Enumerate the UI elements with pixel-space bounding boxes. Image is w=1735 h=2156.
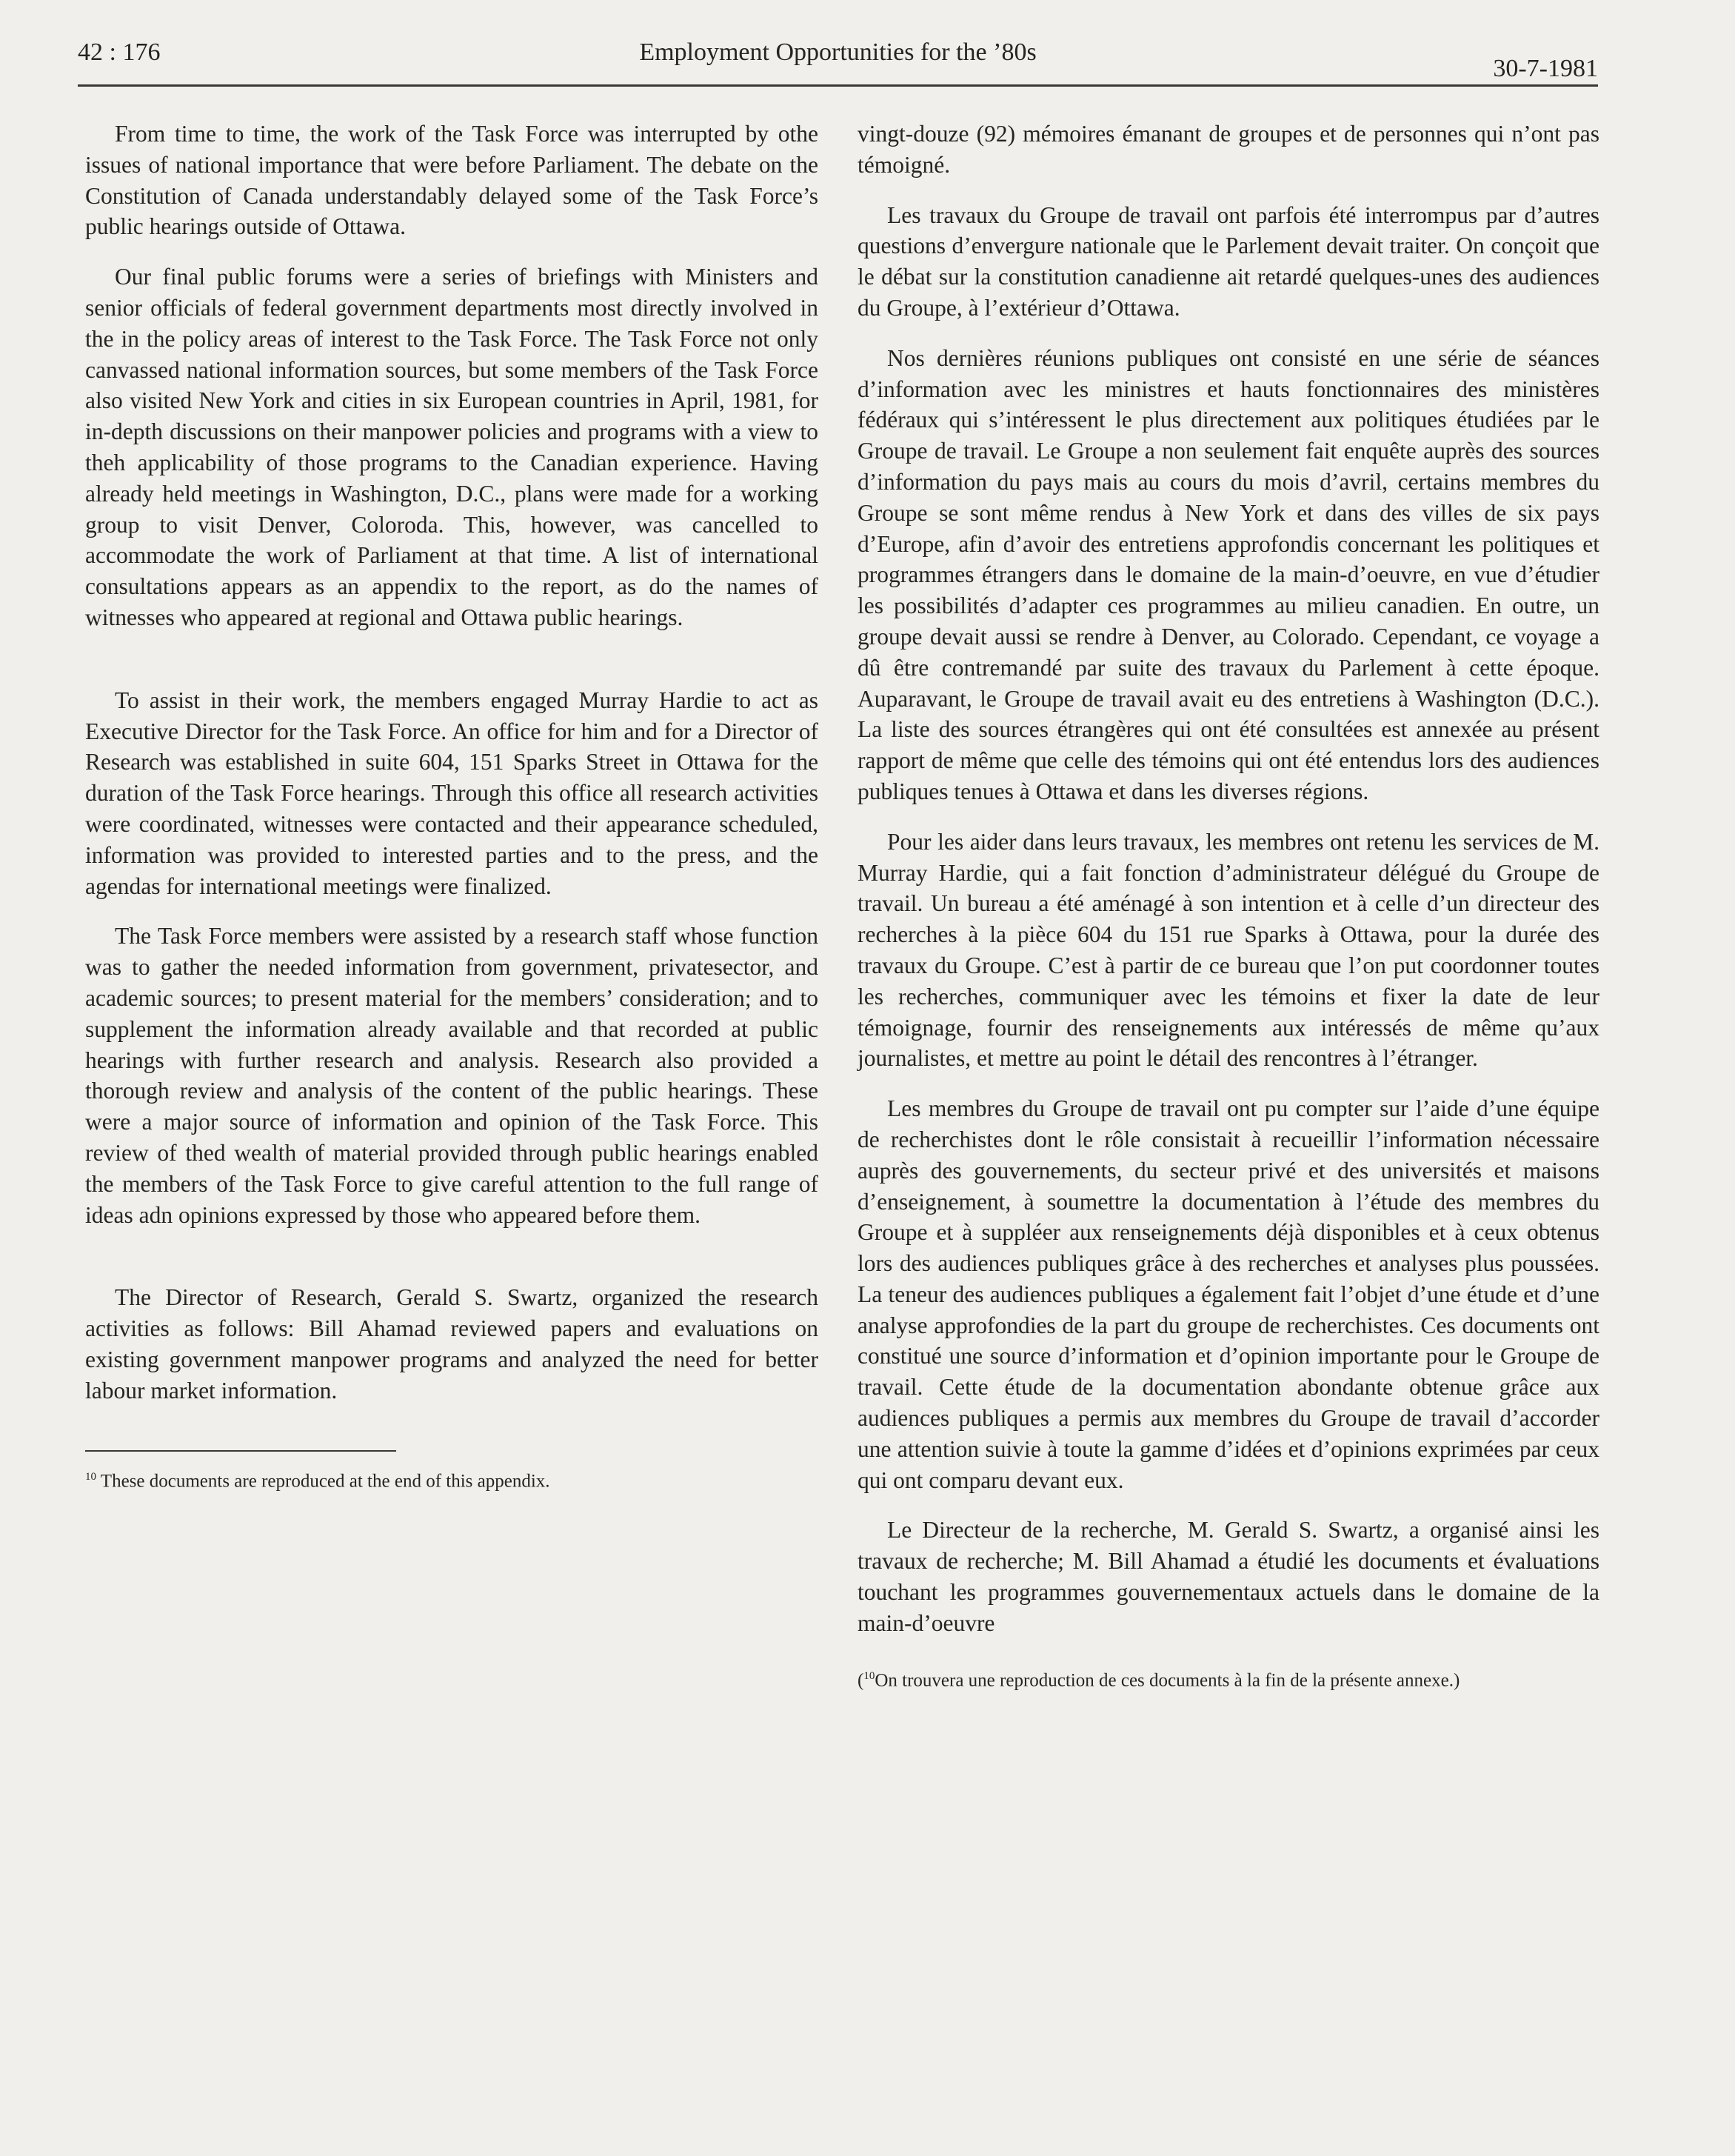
footnote-open: ( xyxy=(858,1669,864,1690)
footnote xyxy=(858,1664,1599,1692)
footnote-marker: 10 xyxy=(85,1471,96,1483)
footnote-marker: 10 xyxy=(863,1669,875,1682)
english-column xyxy=(85,119,818,1513)
page-header xyxy=(78,33,1598,87)
paragraph: The Director of Research, Gerald S. Swartz, organized the research activities as follows: Bill Ahamad reviewed papers and evaluations on existing government manpower programs and analyzed the need for better labour market information. xyxy=(85,1284,818,1404)
header-date: 30-7-1981 xyxy=(1493,55,1598,82)
paragraph: Les membres du Groupe de travail ont pu compter sur l’aide d’une équipe de recherchistes dont le rôle consistait à recueillir l’information nécessaire auprès des gouvernements, du secteur privé et des universités et maisons d’enseignement, à soumettre la documentation à l’étude des membres du Groupe et à suppléer aux renseignements déjà disponibles et à ceux obtenus lors des audiences publiques grâce à des recherches et analyses plus poussées. La teneur des audiences publiques a également fait l’objet d’une étude et d’une analyse approfondies de la part du groupe de recherchistes. Ces documents ont constitué une source d’information et d’opinion importante pour le Groupe de travail. Cette étude de la documentation abondante obtenue grâce aux audiences publiques a permis aux membres du Groupe de travail d’accorder une attention suivie à toute la gamme d’idées et d’opinions exprimées par ceux qui ont comparu devant eux. xyxy=(858,1095,1599,1493)
paragraph: To assist in their work, the members engaged Murray Hardie to act as Executive Director for the Task Force. An office for him and for a Director of Research was established in suite 604, 151 Sparks Street in Ottawa for the duration of the Task Force hearings. Through this office all research activities were coordinated, witnesses were contacted and their appearance scheduled, information was provided to interested parties and to the press, and the agendas for international meetings were finalized. xyxy=(85,687,818,899)
footnote-text: On trouvera une reproduction de ces documents à la fin de la présente annexe.) xyxy=(875,1669,1460,1690)
french-column xyxy=(858,119,1599,1712)
paragraph: From time to time, the work of the Task Force was interrupted by othe issues of national importance that were before Parliament. The debate on the Constitution of Canada understandably delayed some of the Task Force’s public hearings outside of Ottawa. xyxy=(85,121,818,240)
page-number: 42 : 176 xyxy=(78,39,161,66)
paragraph: Pour les aider dans leurs travaux, les membres ont retenu les services de M. Murray Hardie, qui a fait fonction d’administrateur délégué du Groupe de travail. Un bureau a été aménagé à son intention et à celle d’un directeur des recherches à la pièce 604 du 151 rue Sparks à Ottawa, pour la durée des travaux du Groupe. C’est à partir de ce bureau que l’on put coordonner toutes les recherches, communiquer avec les témoins et fixer la date de leur témoignage, fournir des renseignements aux intéressés de même qu’aux journalistes, et mettre au point le détail des rencontres à l’étranger. xyxy=(858,828,1599,1072)
paragraph: vingt-douze (92) mémoires émanant de groupes et de personnes qui n’ont pas témoigné. xyxy=(858,121,1599,178)
footnote-text: These documents are reproduced at the end of this appendix. xyxy=(96,1471,550,1492)
paragraph: Le Directeur de la recherche, M. Gerald S. Swartz, a organisé ainsi les travaux de recherche; M. Bill Ahamad a étudié les documents et évaluations touchant les programmes gouvernementaux actuels dans le domaine de la main-d’oeuvre xyxy=(858,1517,1599,1636)
footnote xyxy=(85,1465,818,1493)
running-title: Employment Opportunities for the ’80s xyxy=(639,39,1037,66)
paragraph: Nos dernières réunions publiques ont consisté en une série de séances d’information avec les ministres et hauts fonctionnaires des ministères fédéraux qui s’intéressent le plus directement aux politiques étudiées par le Groupe de travail. Le Groupe a non seulement fait enquête auprès des sources d’information du pays mais au cours du mois d’avril, certains membres du Groupe se sont même rendus à New York et dans des villes de six pays d’Europe, afin d’avoir des entretiens approfondis concernant les politiques et programmes étrangers dans le domaine de la main-d’oeuvre, en vue d’étudier les possibilités d’adapter ces programmes au milieu canadien. En outre, un groupe devait aussi se rendre à Denver, au Colorado. Cependant, ce voyage a dû être contremandé par suite des travaux du Parlement à cette époque. Auparavant, le Groupe de travail avait eu des entretiens à Washington (D.C.). La liste des sources étrangères qui ont été consultées est annexée au présent rapport de même que celle des témoins qui ont été entendus lors des audiences publiques tenues à Ottawa et dans les diverses régions. xyxy=(858,344,1599,804)
footnote-divider xyxy=(85,1450,396,1452)
paragraph: Les travaux du Groupe de travail ont parfois été interrompus par d’autres questions d’envergure nationale que le Parlement devait traiter. On conçoit que le débat sur la constitution canadienne ait retardé quelques-unes des audiences du Groupe, à l’extérieur d’Ottawa. xyxy=(858,201,1599,321)
paragraph: The Task Force members were assisted by a research staff whose function was to gather the needed information from government, privatesector, and academic sources; to present material for the members’ consideration; and to supplement the information already available and that recorded at public hearings with further research and analysis. Research also provided a thorough review and analysis of the content of the public hearings. These were a major source of information and opinion of the Task Force. This review of thed wealth of material provided through public hearings enabled the members of the Task Force to give careful attention to the full range of ideas adn opinions expressed by those who appeared before them. xyxy=(85,923,818,1228)
paragraph: Our final public forums were a series of briefings with Ministers and senior officials of federal government departments most directly involved in the in the policy areas of interest to the Task Force. The Task Force not only canvassed national information sources, but some members of the Task Force also visited New York and cities in six European countries in April, 1981, for in-depth discussions on their manpower policies and programs with a view to theh applicability of those programs to the Canadian experience. Having already held meetings in Washington, D.C., plans were made for a working group to visit Denver, Coloroda. This, however, was cancelled to accommodate the work of Parliament at that time. A list of international consultations appears as an appendix to the report, as do the names of witnesses who appeared at regional and Ottawa public hearings. xyxy=(85,264,818,630)
